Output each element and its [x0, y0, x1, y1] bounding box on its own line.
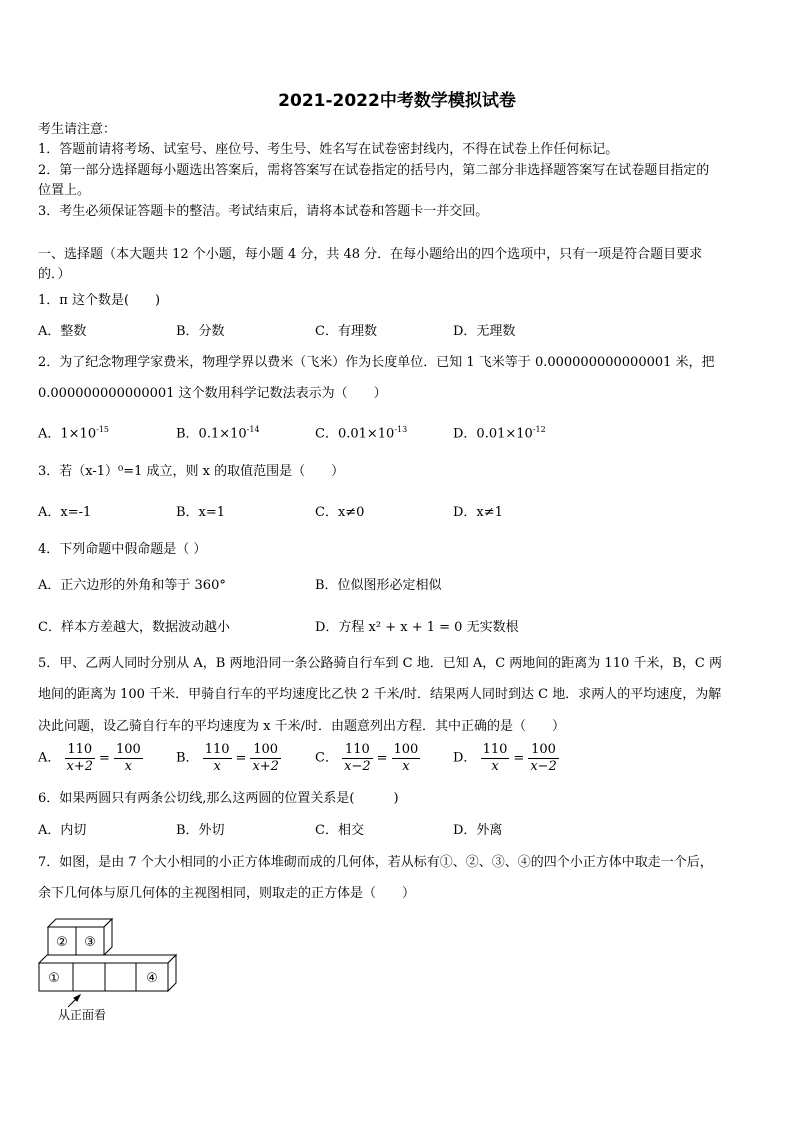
question-5-stem-cont: 地间的距离为 100 千米．甲骑自行车的平均速度比乙快 2 千米/时．结果两人同时到达 C 地．求两人的平均速度，为解 [38, 687, 722, 702]
question-5-stem-cont: 决此问题，设乙骑自行车的平均速度为 x 千米/时．由题意列出方程．其中正确的是（ ） [38, 719, 565, 734]
figure-caption: 从正面看 [58, 1008, 107, 1022]
fraction: $\frac{110}{x+2}$ [66, 742, 94, 774]
question-4-stem: 4．下列命题中假命题是（ ） [38, 542, 207, 557]
fraction: $\frac{110}{x-2}$ [344, 742, 371, 774]
question-6-stem: 6．如果两圆只有两条公切线,那么这两圆的位置关系是( ) [38, 791, 399, 806]
fraction: $\frac{100}{x-2}$ [530, 742, 557, 774]
notice-item: 位置上。 [38, 183, 91, 198]
notice-item: 1．答题前请将考场、试室号、座位号、考生号、姓名写在试卷密封线内，不得在试卷上作任何标记。 [38, 142, 619, 157]
q4-option-a: A．正六边形的外角和等于 360° [38, 578, 226, 593]
fraction: $\frac{100}{x+2}$ [252, 742, 279, 774]
q3-option-a: A．x=-1 [38, 505, 92, 520]
q3-option-c: C．x≠0 [315, 505, 365, 520]
fraction: $\frac{100}{x}$ [115, 742, 141, 774]
q1-option-a: A．整数 [38, 324, 87, 339]
section-heading: 一、选择题（本大题共 12 个小题，每小题 4 分，共 48 分．在每小题给出的四个选项中，只有一项是符合题目要求 [38, 247, 703, 262]
figure-label: ② [56, 935, 68, 950]
notice-item: 2．第一部分选择题每小题选出答案后，需将答案写在试卷指定的括号内，第二部分非选择题答案写在试卷题目指定的 [38, 163, 710, 178]
q1-option-b: B．分数 [176, 324, 225, 339]
q6-option-b: B．外切 [176, 823, 225, 838]
q5-option-b: B． $\frac{110}{x}$ = $\frac{100}{x+2}$ [176, 742, 279, 774]
q4-option-b: B．位似图形必定相似 [315, 578, 442, 593]
q2-option-b: B．$0.1\times 10^{-14}$ [176, 425, 260, 442]
q2-option-c: C．$0.01\times 10^{-13}$ [315, 425, 408, 442]
q6-option-d: D．外离 [453, 823, 503, 838]
q3-option-d: D．x≠1 [453, 505, 503, 520]
question-2-stem-cont: 0.000000000000001 这个数用科学记数法表示为（ ） [38, 386, 387, 401]
figure-label: ④ [146, 971, 158, 986]
fraction: $\frac{110}{x}$ [482, 742, 508, 774]
q2-option-a: A．$1\times 10^{-15}$ [38, 425, 109, 442]
question-1-stem: 1．π 这个数是( ) [38, 293, 161, 308]
q4-option-d: D．方程 x² + x + 1 = 0 无实数根 [315, 620, 519, 635]
q5-option-c: C． $\frac{110}{x-2}$ = $\frac{100}{x}$ [315, 742, 419, 774]
q6-option-a: A．内切 [38, 823, 87, 838]
q3-option-b: B．x=1 [176, 505, 226, 520]
question-7-stem: 7．如图，是由 7 个大小相同的小正方体堆砌而成的几何体，若从标有①、②、③、④的四个小正方体中取走一个后， [38, 855, 713, 870]
q2-option-d: D．$0.01\times 10^{-12}$ [453, 425, 546, 442]
fraction: $\frac{110}{x}$ [204, 742, 230, 774]
notice-heading: 考生请注意： [38, 122, 117, 137]
figure-label: ③ [84, 935, 96, 950]
question-3-stem: 3．若（x-1）⁰=1 成立，则 x 的取值范围是（ ） [38, 464, 345, 479]
q5-option-d: D． $\frac{110}{x}$ = $\frac{100}{x-2}$ [453, 742, 557, 774]
q4-option-c: C．样本方差越大，数据波动越小 [38, 620, 230, 635]
notice-item: 3．考生必须保证答题卡的整洁。考试结束后，请将本试卷和答题卡一并交回。 [38, 204, 489, 219]
figure-label: ① [48, 971, 60, 986]
section-heading-cont: 的．） [38, 267, 71, 282]
question-5-stem: 5．甲、乙两人同时分别从 A，B 两地沿同一条公路骑自行车到 C 地．已知 A，C 两地间的距离为 110 千米，B，C 两 [38, 656, 722, 671]
q6-option-c: C．相交 [315, 823, 364, 838]
question-2-stem: 2．为了纪念物理学家费米，物理学界以费米（飞米）作为长度单位．已知 1 飞米等于 0.000000000000001 米，把 [38, 355, 715, 370]
q5-option-a: A． $\frac{110}{x+2}$ = $\frac{100}{x}$ [38, 742, 141, 774]
q1-option-d: D．无理数 [453, 324, 516, 339]
q1-option-c: C．有理数 [315, 324, 377, 339]
page-title: 2021-2022中考数学模拟试卷 [278, 91, 516, 111]
fraction: $\frac{100}{x}$ [393, 742, 419, 774]
question-7-stem-cont: 余下几何体与原几何体的主视图相同，则取走的正方体是（ ） [38, 886, 416, 901]
